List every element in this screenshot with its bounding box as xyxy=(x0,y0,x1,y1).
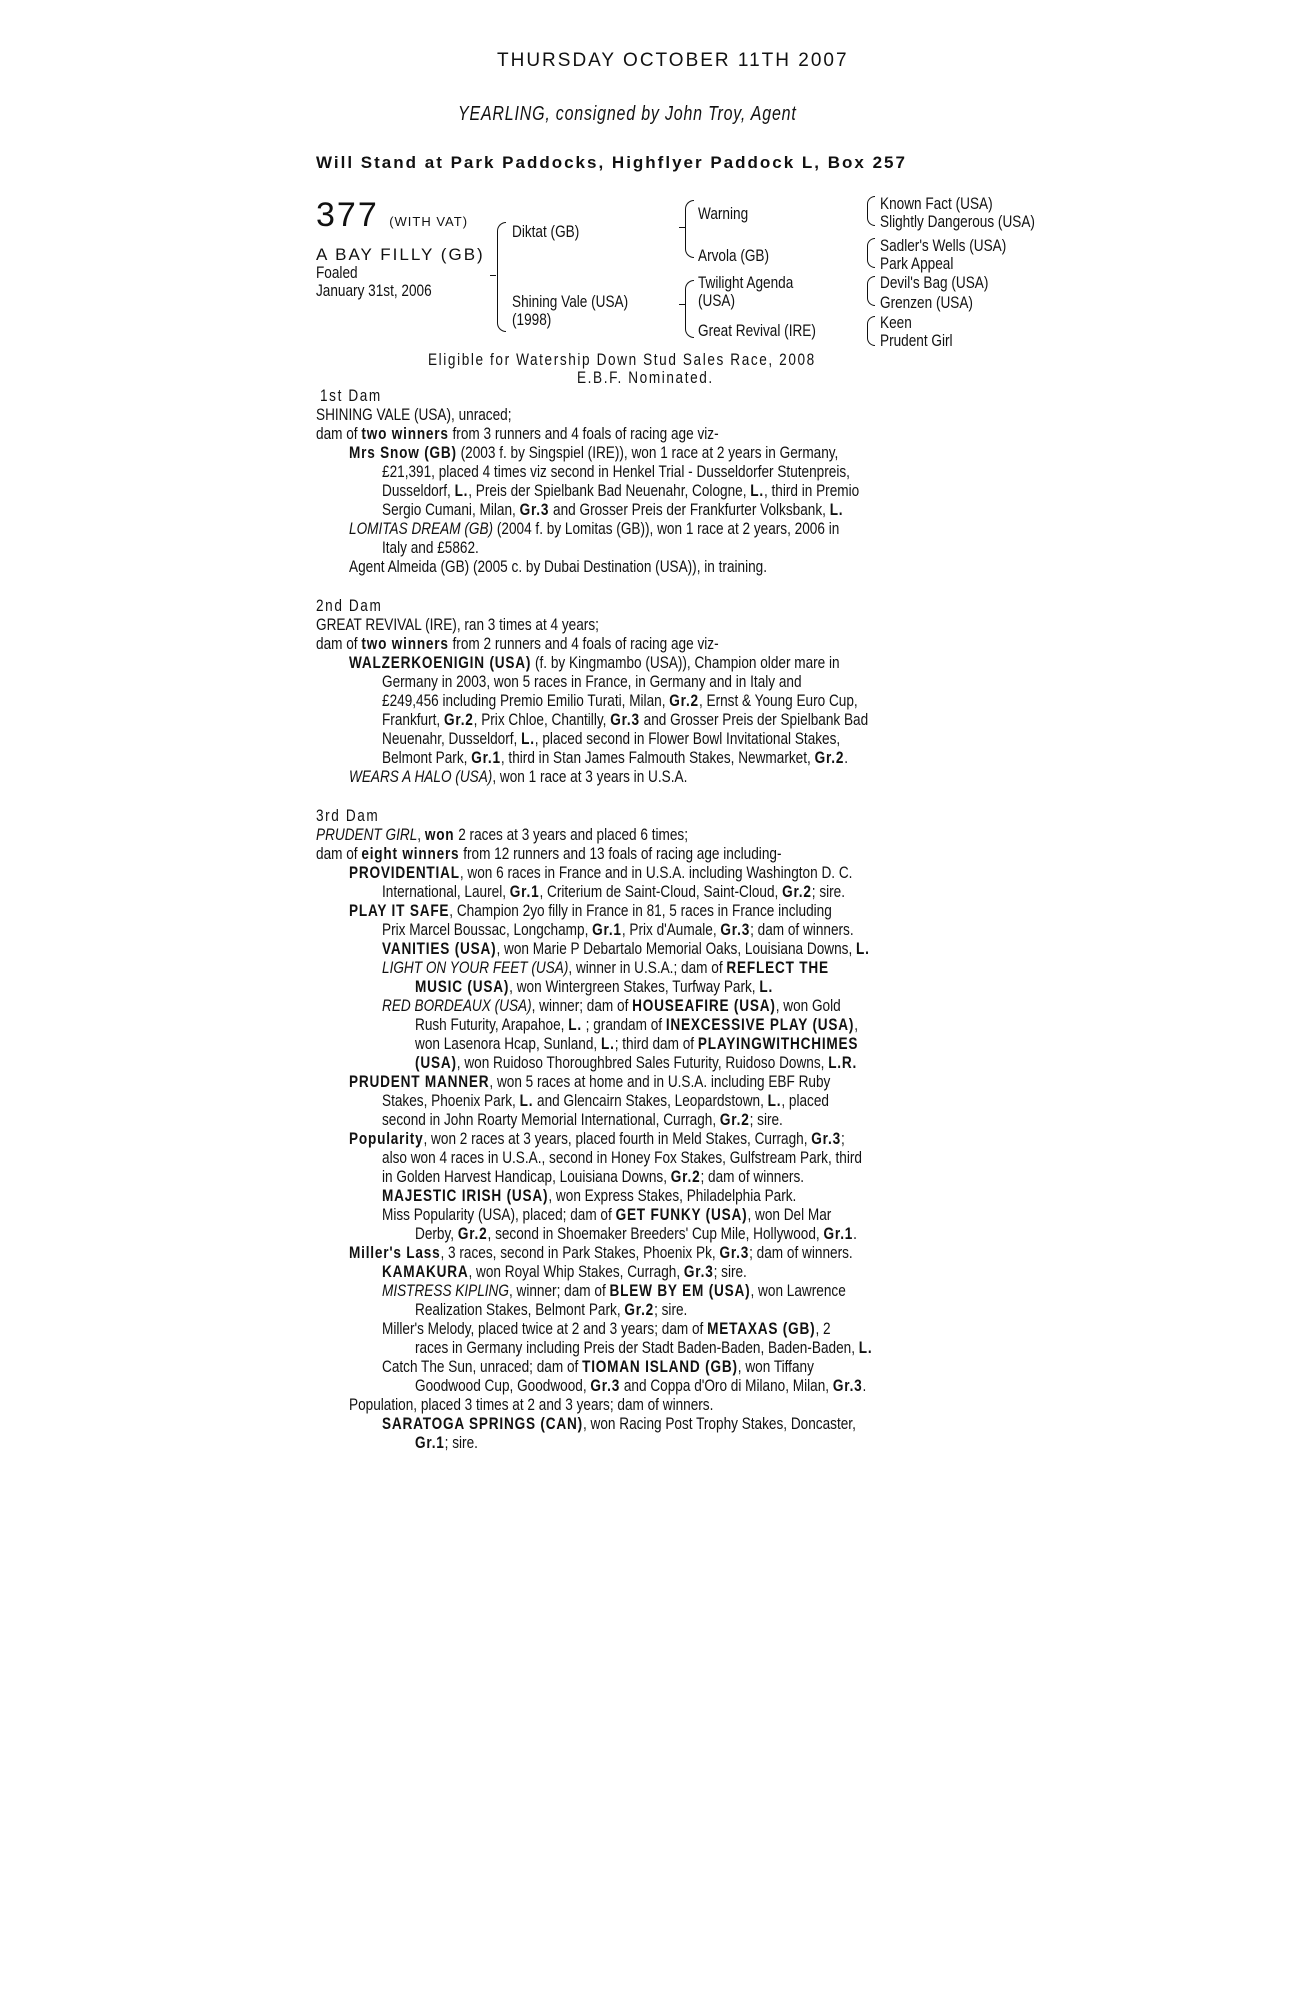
winners-count: two winners xyxy=(361,634,449,653)
third-dam-name: PRUDENT GIRL xyxy=(316,825,418,844)
pedigree-brace-dam xyxy=(685,280,694,338)
first-dam-line: dam of two winners from 3 runners and 4 foals of racing age viz- xyxy=(316,424,719,443)
third-dam-line: races in Germany including Preis der Stadt Baden-Baden, Baden-Baden, L. xyxy=(415,1338,873,1357)
third-dam-line: in Golden Harvest Handicap, Louisiana Downs, Gr.2; dam of winners. xyxy=(382,1167,805,1186)
second-dam-name: GREAT REVIVAL (IRE), ran 3 times at 4 years; xyxy=(316,615,599,634)
dam-sire-line2-text: (USA) xyxy=(698,291,736,310)
third-dam-line: PRUDENT GIRL, won 2 races at 3 years and placed 6 times; xyxy=(316,825,689,844)
first-dam-section xyxy=(316,386,1116,586)
first-dam-line xyxy=(316,405,560,424)
second-dam-section xyxy=(316,596,1116,796)
second-dam-heading xyxy=(316,596,399,615)
third-dam-section xyxy=(316,806,1116,1456)
first-dam-line: Sergio Cumani, Milan, Gr.3 and Grosser Preis der Frankfurter Volksbank, L. xyxy=(382,500,844,519)
g8-text: Prudent Girl xyxy=(880,331,953,350)
eligibility-line-1 xyxy=(428,350,913,369)
pedigree-brace-g12 xyxy=(867,196,875,226)
dam-sire-line1 xyxy=(698,273,817,292)
second-dam-heading-text: 2nd Dam xyxy=(316,596,383,615)
produce-name: VANITIES (USA) xyxy=(382,939,497,958)
g2-text: Slightly Dangerous (USA) xyxy=(880,212,1035,231)
consignment-line xyxy=(458,103,881,126)
third-dam-line: Realization Stakes, Belmont Park, Gr.2; sire. xyxy=(415,1300,688,1319)
produce-name: RED BORDEAUX (USA) xyxy=(382,996,532,1015)
third-dam-line: dam of eight winners from 12 runners and 13 foals of racing age including- xyxy=(316,844,782,863)
first-dam-line: Mrs Snow (GB) (2003 f. by Singspiel (IRE)), won 1 race at 2 years in Germany, xyxy=(349,443,839,462)
produce-name: LOMITAS DREAM (GB) xyxy=(349,519,494,538)
second-dam-line xyxy=(316,615,670,634)
dam-dam-text: Great Revival (IRE) xyxy=(698,321,816,340)
produce-name: KAMAKURA xyxy=(382,1262,469,1281)
lot-number-row xyxy=(316,196,468,235)
first-dam-line: Dusseldorf, L., Preis der Spielbank Bad Neuenahr, Cologne, L., third in Premio xyxy=(382,481,860,500)
grandsire-1 xyxy=(880,194,1021,213)
produce-name: MAJESTIC IRISH (USA) xyxy=(382,1186,549,1205)
sire-sire-text: Warning xyxy=(698,204,749,223)
second-dam-line: Frankfurt, Gr.2, Prix Chloe, Chantilly, Gr.3 and Grosser Preis der Spielbank Bad xyxy=(382,710,869,729)
third-dam-line: PROVIDENTIAL, won 6 races in France and in U.S.A. including Washington D. C. xyxy=(349,863,853,882)
produce-name: Popularity xyxy=(349,1129,424,1148)
consignment-text: YEARLING, consigned by John Troy, Agent xyxy=(458,103,797,125)
dam-name xyxy=(512,292,657,311)
foaled-label xyxy=(316,263,368,282)
third-dam-line: Catch The Sun, unraced; dam of TIOMAN ISLAND (GB), won Tiffany xyxy=(382,1357,814,1376)
produce-name: Miller's Lass xyxy=(349,1243,441,1262)
granddam-4 xyxy=(880,254,972,273)
pedigree-brace-sire xyxy=(685,200,694,258)
first-dam-name: SHINING VALE (USA), unraced; xyxy=(316,405,512,424)
second-dam-line: Belmont Park, Gr.1, third in Stan James Falmouth Stakes, Newmarket, Gr.2. xyxy=(382,748,849,767)
granddam-2 xyxy=(880,212,1074,231)
first-dam-line: Agent Almeida (GB) (2005 c. by Dubai Destination (USA)), in training. xyxy=(349,557,768,576)
third-dam-line: KAMAKURA, won Royal Whip Stakes, Curragh, Gr.3; sire. xyxy=(382,1262,747,1281)
sire-dam xyxy=(698,246,787,265)
third-dam-line: LIGHT ON YOUR FEET (USA), winner in U.S.A.; dam of REFLECT THE xyxy=(382,958,829,977)
third-dam-line: Goodwood Cup, Goodwood, Gr.3 and Coppa d'Oro di Milano, Milan, Gr.3. xyxy=(415,1376,867,1395)
granddam-6 xyxy=(880,293,996,312)
sale-date: THURSDAY OCTOBER 11TH 2007 xyxy=(497,50,849,71)
third-dam-line: second in John Roarty Memorial International, Curragh, Gr.2; sire. xyxy=(382,1110,783,1129)
first-dam-line: LOMITAS DREAM (GB) (2004 f. by Lomitas (GB)), won 1 race at 2 years, 2006 in xyxy=(349,519,840,538)
dam-text: Shining Vale (USA) xyxy=(512,292,629,311)
dam-sire-line1-text: Twilight Agenda xyxy=(698,273,794,292)
grandsire-3 xyxy=(880,236,1038,255)
winners-count: eight winners xyxy=(361,844,460,863)
second-dam-line: WEARS A HALO (USA), won 1 race at 3 years in U.S.A. xyxy=(349,767,688,786)
produce-name: PLAY IT SAFE xyxy=(349,901,450,920)
produce-name: WEARS A HALO (USA) xyxy=(349,767,493,786)
g4-text: Park Appeal xyxy=(880,254,954,273)
third-dam-line: also won 4 races in U.S.A., second in Honey Fox Stakes, Gulfstream Park, third xyxy=(382,1148,862,1167)
third-dam-line: Population, placed 3 times at 2 and 3 years; dam of winners. xyxy=(349,1395,714,1414)
foaled-label-text: Foaled xyxy=(316,263,358,282)
pedigree-brace-g34 xyxy=(867,238,875,268)
dam-year-text: (1998) xyxy=(512,310,552,329)
second-dam-line: WALZERKOENIGIN (USA) (f. by Kingmambo (USA)), Champion older mare in xyxy=(349,653,840,672)
pedigree-brace-g56 xyxy=(867,276,875,306)
g7-text: Keen xyxy=(880,313,912,332)
produce-name: SARATOGA SPRINGS (CAN) xyxy=(382,1414,583,1433)
dam-sire-line2 xyxy=(698,291,744,310)
third-dam-line: Miller's Melody, placed twice at 2 and 3 years; dam of METAXAS (GB), 2 xyxy=(382,1319,831,1338)
third-dam-line: Miller's Lass, 3 races, second in Park Stakes, Phoenix Pk, Gr.3; dam of winners. xyxy=(349,1243,853,1262)
grandsire-7 xyxy=(880,313,920,332)
produce-name: PRUDENT MANNER xyxy=(349,1072,490,1091)
dam-year xyxy=(512,310,561,329)
granddam-8 xyxy=(880,331,971,350)
produce-name: LIGHT ON YOUR FEET (USA) xyxy=(382,958,569,977)
third-dam-line: Popularity, won 2 races at 3 years, placed fourth in Meld Stakes, Curragh, Gr.3; xyxy=(349,1129,845,1148)
pedigree-brace-dam-tip xyxy=(679,304,685,305)
third-dam-line: Prix Marcel Boussac, Longchamp, Gr.1, Prix d'Aumale, Gr.3; dam of winners. xyxy=(382,920,854,939)
sire-text: Diktat (GB) xyxy=(512,222,580,241)
g3-text: Sadler's Wells (USA) xyxy=(880,236,1007,255)
lot-number: 377 xyxy=(316,196,379,234)
third-dam-line: SARATOGA SPRINGS (CAN), won Racing Post Trophy Stakes, Doncaster, xyxy=(382,1414,856,1433)
third-dam-line: MUSIC (USA), won Wintergreen Stakes, Turfway Park, L. xyxy=(415,977,774,996)
third-dam-line: Rush Futurity, Arapahoe, L. ; grandam of INEXCESSIVE PLAY (USA), xyxy=(415,1015,859,1034)
eligibility-line-2 xyxy=(577,368,748,387)
g6-text: Grenzen (USA) xyxy=(880,293,973,312)
third-dam-line: Miss Popularity (USA), placed; dam of GET FUNKY (USA), won Del Mar xyxy=(382,1205,832,1224)
produce-name: MISTRESS KIPLING xyxy=(382,1281,509,1300)
third-dam-heading xyxy=(316,806,395,825)
stand-location: Will Stand at Park Paddocks, Highflyer Paddock L, Box 257 xyxy=(316,153,907,172)
sire-dam-text: Arvola (GB) xyxy=(698,246,770,265)
third-dam-line: won Lasenora Hcap, Sunland, L.; third dam of PLAYINGWITHCHIMES xyxy=(415,1034,859,1053)
third-dam-line: Gr.1; sire. xyxy=(415,1433,478,1452)
vat-note: (WITH VAT) xyxy=(389,214,469,229)
grandsire-5 xyxy=(880,273,1016,292)
third-dam-line: MISTRESS KIPLING, winner; dam of BLEW BY EM (USA), won Lawrence xyxy=(382,1281,846,1300)
third-dam-line: RED BORDEAUX (USA), winner; dam of HOUSEAFIRE (USA), won Gold xyxy=(382,996,841,1015)
third-dam-line: International, Laurel, Gr.1, Criterium de Saint-Cloud, Saint-Cloud, Gr.2; sire. xyxy=(382,882,846,901)
first-dam-line: £21,391, placed 4 times viz second in Henkel Trial - Dusseldorfer Stutenpreis, xyxy=(382,462,850,481)
g5-text: Devil's Bag (USA) xyxy=(880,273,989,292)
pedigree-brace-main-tip xyxy=(490,275,496,276)
third-dam-line: MAJESTIC IRISH (USA), won Express Stakes, Philadelphia Park. xyxy=(382,1186,797,1205)
first-dam-line: Italy and £5862. xyxy=(382,538,479,557)
produce-name: Mrs Snow (GB) xyxy=(349,443,457,462)
winners-count: two winners xyxy=(361,424,449,443)
third-dam-line: (USA), won Ruidoso Thoroughbred Sales Futurity, Ruidoso Downs, L.R. xyxy=(415,1053,858,1072)
first-dam-heading xyxy=(320,386,397,405)
sire-sire xyxy=(698,204,761,223)
pedigree-brace-sire-tip xyxy=(679,227,685,228)
eligibility-text-2: E.B.F. Nominated. xyxy=(577,368,714,387)
third-dam-line: Stakes, Phoenix Park, L. and Glencairn Stakes, Leopardstown, L., placed xyxy=(382,1091,829,1110)
g1-text: Known Fact (USA) xyxy=(880,194,993,213)
second-dam-line: dam of two winners from 2 runners and 4 foals of racing age viz- xyxy=(316,634,719,653)
eligibility-text-1: Eligible for Watership Down Stud Sales Race, 2008 xyxy=(428,350,816,369)
second-dam-line: Germany in 2003, won 5 races in France, in Germany and in Italy and xyxy=(382,672,802,691)
third-dam-line: Derby, Gr.2, second in Shoemaker Breeders' Cup Mile, Hollywood, Gr.1. xyxy=(415,1224,857,1243)
third-dam-line: VANITIES (USA), won Marie P Debartalo Memorial Oaks, Louisiana Downs, L. xyxy=(382,939,870,958)
produce-name: WALZERKOENIGIN (USA) xyxy=(349,653,532,672)
dam-dam xyxy=(698,321,845,340)
foaled-date xyxy=(316,281,461,300)
produce-name: PROVIDENTIAL xyxy=(349,863,460,882)
third-dam-heading-text: 3rd Dam xyxy=(316,806,380,825)
third-dam-line: PRUDENT MANNER, won 5 races at home and in U.S.A. including EBF Ruby xyxy=(349,1072,831,1091)
lot-description: A BAY FILLY (GB) xyxy=(316,245,485,264)
third-dam-line: PLAY IT SAFE, Champion 2yo filly in France in 81, 5 races in France including xyxy=(349,901,832,920)
pedigree-brace-main xyxy=(497,222,506,332)
second-dam-line: Neuenahr, Dusseldorf, L., placed second in Flower Bowl Invitational Stakes, xyxy=(382,729,841,748)
sire-name xyxy=(512,222,596,241)
second-dam-line: £249,456 including Premio Emilio Turati, Milan, Gr.2, Ernst & Young Euro Cup, xyxy=(382,691,858,710)
foaled-date-text: January 31st, 2006 xyxy=(316,281,432,300)
pedigree-brace-g78 xyxy=(867,316,875,346)
first-dam-heading-text: 1st Dam xyxy=(320,386,382,405)
